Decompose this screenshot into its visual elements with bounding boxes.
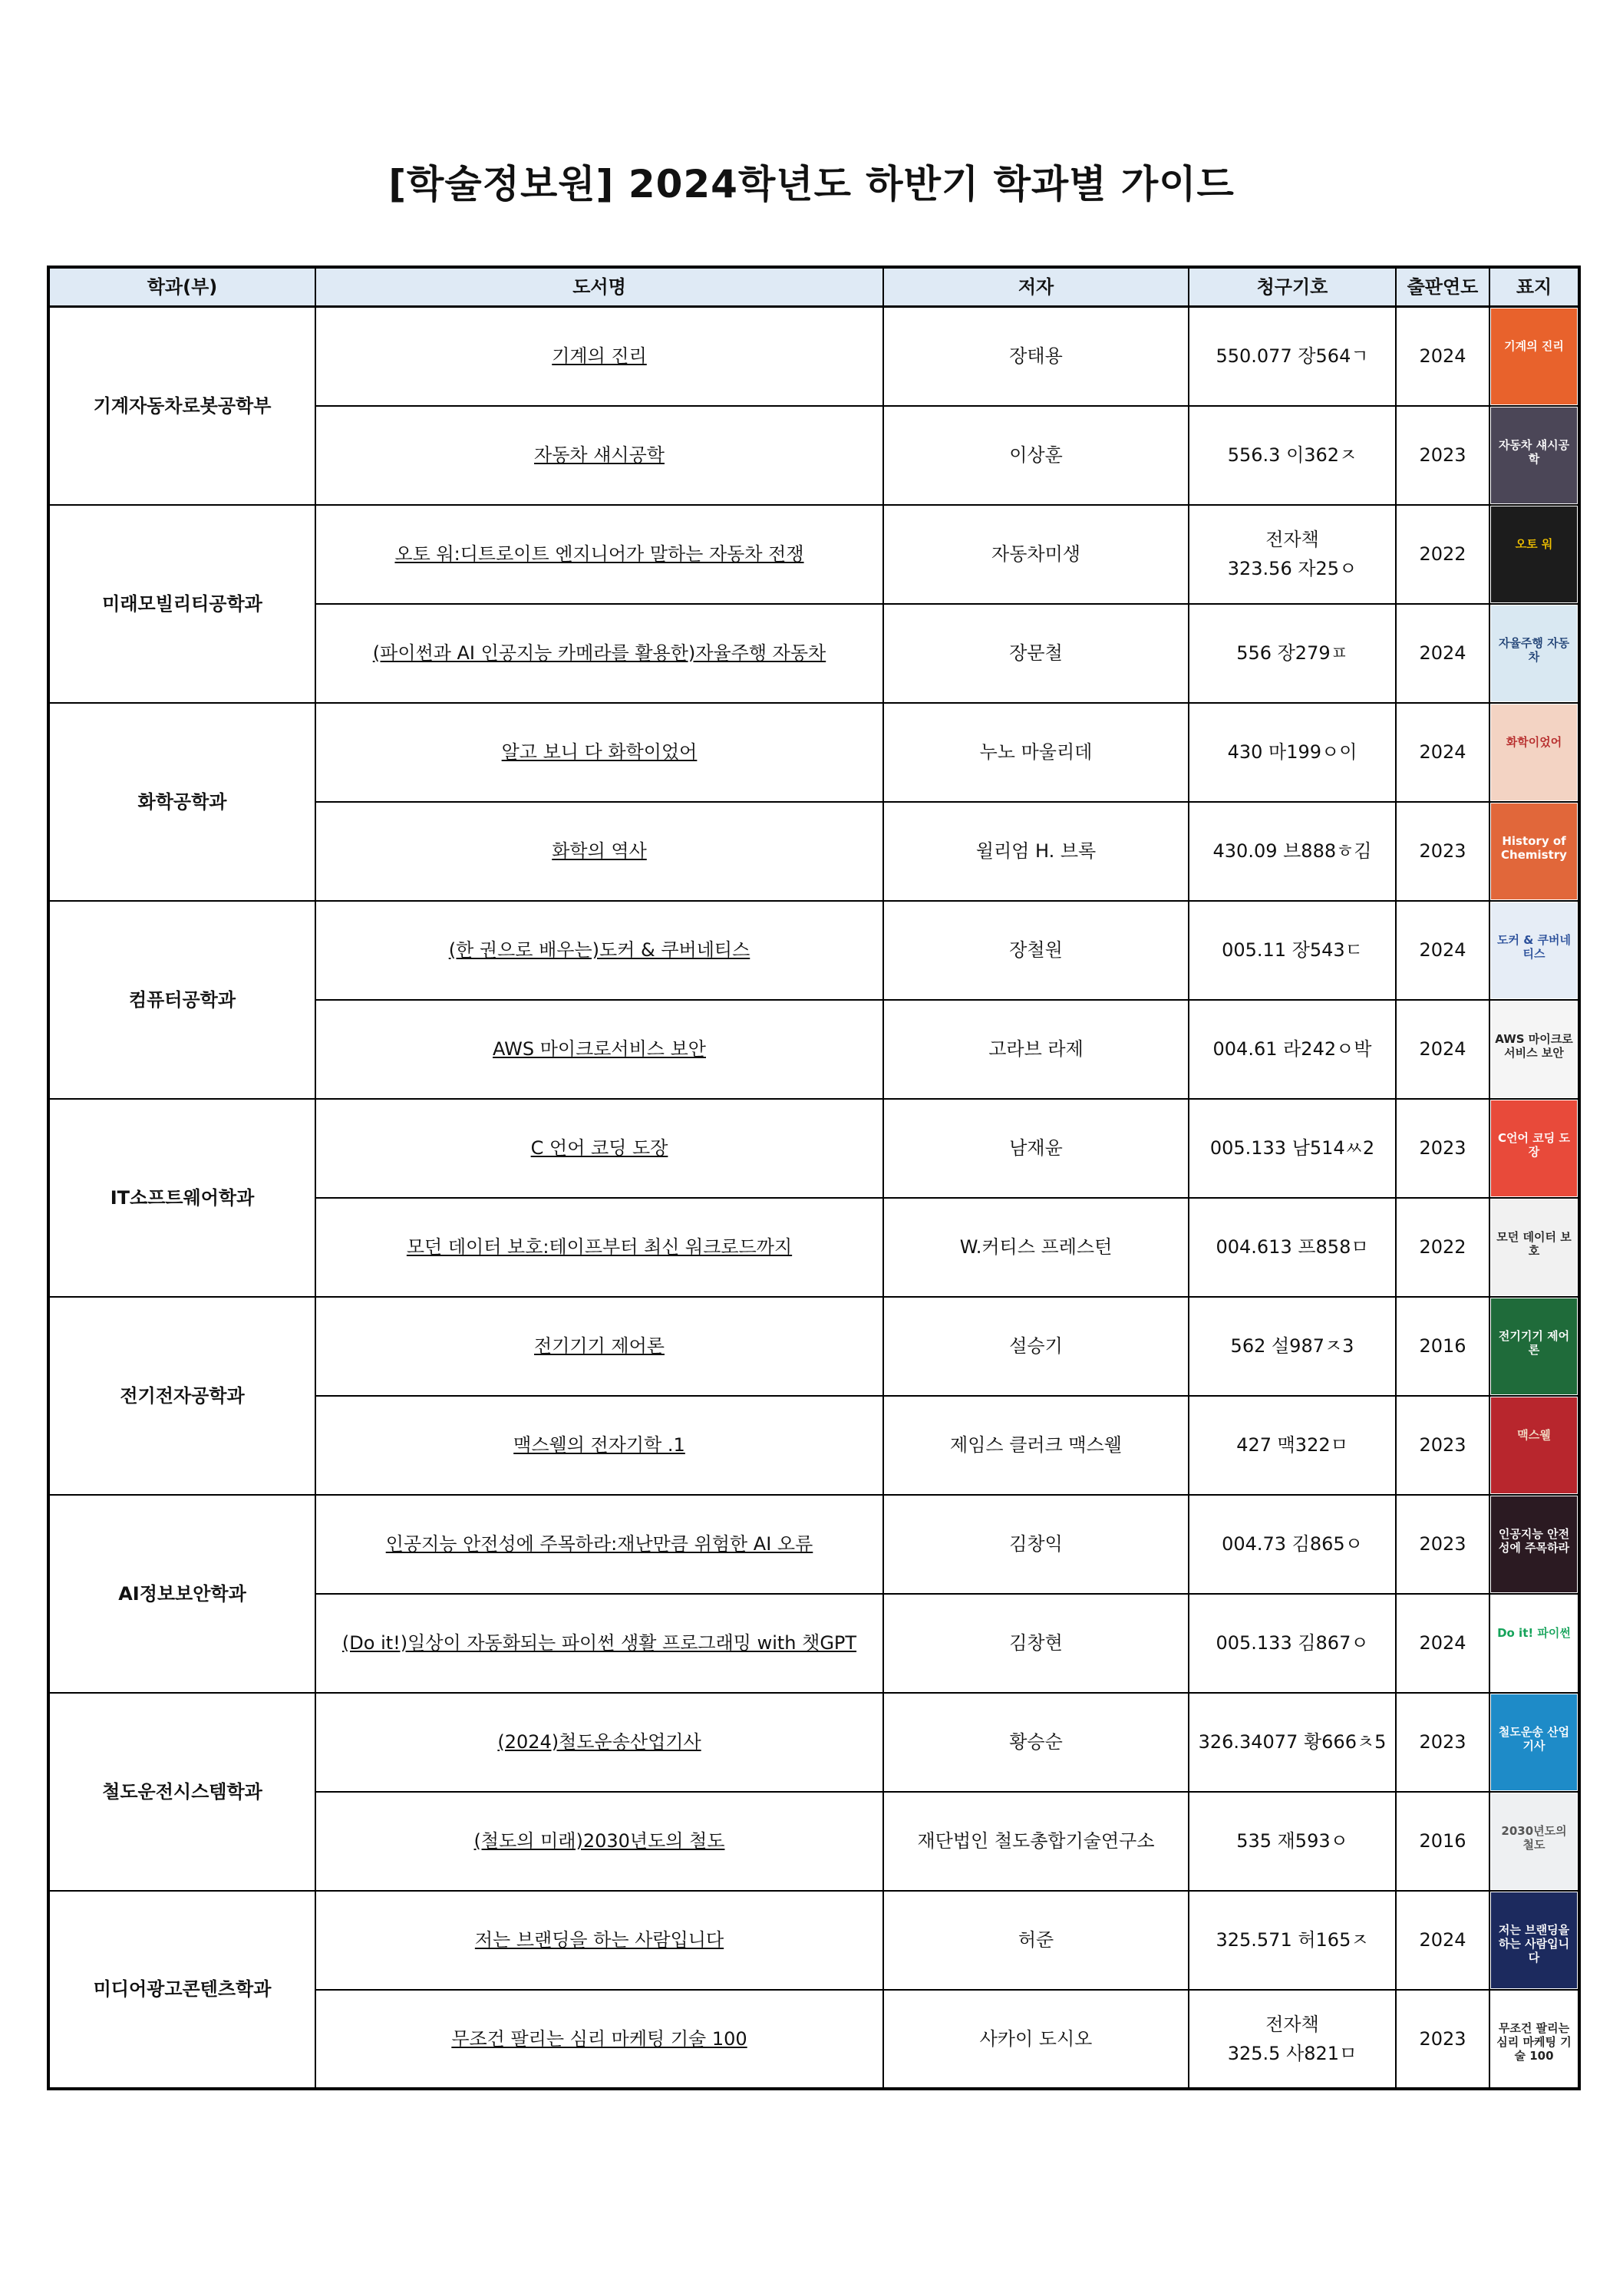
header-row [48,267,1579,307]
call-number-line: 004.613 프858ㅁ [1216,1236,1369,1258]
book-cover-title: 오토 워 [1515,536,1553,551]
call-number-line: 430 마199ㅇ이 [1227,741,1357,763]
book-title-link[interactable]: 오토 워:디트로이트 엔지니어가 말하는 자동차 전쟁 [394,543,804,565]
book-title-cell [315,1594,883,1693]
book-title-cell [315,1792,883,1891]
book-title-cell [315,802,883,901]
book-title-link[interactable]: 기계의 진리 [552,345,647,368]
book-author: 김창현 [883,1594,1189,1693]
book-cover-cell [1489,307,1579,406]
book-cover-image[interactable] [1491,407,1577,503]
book-cover-image[interactable] [1491,308,1577,404]
call-number-line: 005.133 남514ㅆ2 [1209,1137,1375,1159]
book-title-cell [315,307,883,406]
book-cover-cell [1489,1000,1579,1099]
publication-year: 2024 [1396,901,1489,1000]
book-cover-image[interactable] [1491,1298,1577,1394]
book-author: 제임스 클러크 맥스웰 [883,1396,1189,1495]
call-number-cell [1189,1594,1396,1693]
book-cover-title: 무조건 팔리는 심리 마케팅 기술 100 [1496,2021,1572,2063]
book-cover-cell [1489,1099,1579,1198]
publication-year: 2024 [1396,1891,1489,1990]
call-number-cell [1189,802,1396,901]
department-name: 전기전자공학과 [48,1297,315,1495]
call-number-line: 325.5 사821ㅁ [1227,2042,1357,2064]
book-cover-image[interactable] [1491,704,1577,800]
book-cover-cell [1489,406,1579,505]
book-title-cell [315,1693,883,1792]
publication-year: 2024 [1396,1000,1489,1099]
department-name: 철도운전시스템학과 [48,1693,315,1891]
department-name: 화학공학과 [48,703,315,901]
department-name: 기계자동차로봇공학부 [48,307,315,505]
book-title-cell [315,1198,883,1297]
call-number-cell [1189,1990,1396,2089]
department-name: 미디어광고콘텐츠학과 [48,1891,315,2089]
call-number-line: 004.73 김865ㅇ [1222,1533,1363,1555]
book-cover-image[interactable] [1491,1991,1577,2087]
book-cover-cell [1489,604,1579,703]
book-cover-cell [1489,802,1579,901]
page-title: [학술정보원] 2024학년도 하반기 학과별 가이드 [388,162,1235,206]
book-author: 고라브 라제 [883,1000,1189,1099]
book-cover-title: History of Chemistry [1501,833,1567,862]
call-number-line: 427 맥322ㅁ [1236,1434,1348,1456]
book-author: 장철원 [883,901,1189,1000]
book-cover-cell [1489,1198,1579,1297]
book-title-link[interactable]: C 언어 코딩 도장 [530,1137,668,1159]
publication-year: 2016 [1396,1297,1489,1396]
publication-year: 2022 [1396,1198,1489,1297]
call-number-cell [1189,406,1396,505]
book-title-link[interactable]: (Do it!)일상이 자동화되는 파이썬 생활 프로그래밍 with 챗GPT [341,1632,857,1654]
call-number-line: 550.077 장564ㄱ [1216,345,1369,368]
book-title-link[interactable]: (2024)철도운송산업기사 [497,1731,701,1753]
book-cover-title: 화학이었어 [1506,734,1562,749]
book-title-cell [315,1099,883,1198]
book-author: W.커티스 프레스턴 [883,1198,1189,1297]
book-cover-title: 자율주행 자동차 [1498,635,1570,664]
table-row [48,703,1579,802]
book-title-link[interactable]: 자동차 섀시공학 [534,444,665,466]
book-cover-image[interactable] [1491,1793,1577,1889]
book-title-cell [315,604,883,703]
call-number-cell [1189,1396,1396,1495]
call-number-cell [1189,307,1396,406]
department-name: 미래모빌리티공학과 [48,505,315,703]
call-number-line: 전자책 [1265,529,1319,550]
book-title-link[interactable]: 전기기기 제어론 [534,1335,665,1357]
book-cover-image[interactable] [1491,1199,1577,1295]
publication-year: 2023 [1396,1495,1489,1594]
book-cover-cell [1489,1495,1579,1594]
book-cover-title: 전기기기 제어론 [1498,1328,1570,1357]
call-number-cell [1189,1495,1396,1594]
call-number-line: 326.34077 황666ㅊ5 [1198,1731,1387,1753]
book-cover-title: C언어 코딩 도장 [1498,1130,1570,1159]
book-author: 허준 [883,1891,1189,1990]
call-number-line: 325.571 허165ㅈ [1216,1929,1369,1951]
call-number-cell [1189,1891,1396,1990]
call-number-cell [1189,604,1396,703]
book-title-link[interactable]: 알고 보니 다 화학이었어 [501,741,698,763]
book-title-link[interactable]: (파이썬과 AI 인공지능 카메라를 활용한)자율주행 자동차 [372,642,826,664]
book-cover-image[interactable] [1491,1100,1577,1196]
call-number-line: 005.11 장543ㄷ [1222,939,1363,961]
book-cover-cell [1489,901,1579,1000]
book-cover-title: 저는 브랜딩을 하는 사람입니다 [1498,1922,1570,1964]
table-row [48,307,1579,406]
call-number-cell [1189,1198,1396,1297]
book-author: 윌리엄 H. 브록 [883,802,1189,901]
table-row [48,1891,1579,1990]
table-row [48,505,1579,604]
book-cover-image[interactable] [1491,803,1577,899]
book-title-link[interactable]: 인공지능 안전성에 주목하라:재난만큼 위험한 AI 오류 [385,1533,813,1555]
call-number-cell [1189,1099,1396,1198]
book-cover-image[interactable] [1491,1397,1577,1493]
book-author: 누노 마울리데 [883,703,1189,802]
book-cover-image[interactable] [1491,902,1577,998]
call-number-line: 535 재593ㅇ [1236,1830,1348,1852]
publication-year: 2023 [1396,1099,1489,1198]
book-cover-cell [1489,505,1579,604]
header-call-number: 청구기호 [1189,267,1396,307]
book-title-cell [315,1990,883,2089]
book-title-link[interactable]: (철도의 미래)2030년도의 철도 [473,1830,725,1852]
book-cover-title: 도커 & 쿠버네티스 [1497,932,1571,961]
publication-year: 2023 [1396,802,1489,901]
book-title-cell [315,1495,883,1594]
publication-year: 2024 [1396,703,1489,802]
book-title-link[interactable]: AWS 마이크로서비스 보안 [493,1038,706,1060]
department-name: AI정보보안학과 [48,1495,315,1693]
publication-year: 2023 [1396,406,1489,505]
book-cover-image[interactable] [1491,1694,1577,1790]
book-cover-image[interactable] [1491,1892,1577,1988]
call-number-line: 430.09 브888ㅎ김 [1212,840,1372,862]
book-cover-title: Do it! 파이썬 [1497,1625,1571,1640]
book-author: 이상훈 [883,406,1189,505]
header-year: 출판연도 [1396,267,1489,307]
book-cover-title: 2030년도의 철도 [1501,1823,1567,1852]
department-name: IT소프트웨어학과 [48,1099,315,1297]
book-title-link[interactable]: 모던 데이터 보호:테이프부터 최신 워크로드까지 [406,1236,793,1258]
publication-year: 2023 [1396,1396,1489,1495]
publication-year: 2022 [1396,505,1489,604]
book-cover-cell [1489,1396,1579,1495]
book-title-cell [315,703,883,802]
book-title-link[interactable]: 화학의 역사 [552,840,647,862]
publication-year: 2023 [1396,1693,1489,1792]
call-number-cell [1189,703,1396,802]
book-cover-title: 자동차 섀시공학 [1498,437,1570,466]
book-cover-image[interactable] [1491,1001,1577,1097]
book-cover-image[interactable] [1491,1595,1577,1691]
book-title-cell [315,1891,883,1990]
table-row [48,1099,1579,1198]
book-title-link[interactable]: (한 권으로 배우는)도커 & 쿠버네티스 [448,939,750,961]
book-title-link[interactable]: 맥스웰의 전자기학 .1 [513,1434,685,1456]
call-number-line: 562 설987ㅈ3 [1230,1335,1354,1357]
book-author: 설승기 [883,1297,1189,1396]
book-cover-cell [1489,1297,1579,1396]
book-cover-cell [1489,1693,1579,1792]
book-title-cell [315,406,883,505]
call-number-line: 323.56 자25ㅇ [1227,558,1357,579]
call-number-line: 005.133 김867ㅇ [1216,1632,1369,1654]
publication-year: 2024 [1396,604,1489,703]
publication-year: 2023 [1396,1990,1489,2089]
book-title-cell [315,1000,883,1099]
publication-year: 2024 [1396,1594,1489,1693]
book-title-cell [315,1297,883,1396]
guide-body [48,307,1579,2089]
header-dept: 학과(부) [48,267,315,307]
book-cover-title: 맥스웰 [1517,1427,1551,1442]
book-author: 김창익 [883,1495,1189,1594]
call-number-cell [1189,1297,1396,1396]
book-cover-title: 모던 데이터 보호 [1496,1229,1572,1258]
book-cover-cell [1489,1594,1579,1693]
book-title-cell [315,901,883,1000]
call-number-cell [1189,1693,1396,1792]
call-number-line: 전자책 [1265,2013,1319,2035]
book-cover-title: 철도운송 산업기사 [1498,1724,1570,1753]
book-cover-cell [1489,1891,1579,1990]
book-title-cell [315,1396,883,1495]
book-cover-cell [1489,703,1579,802]
book-author: 자동차미생 [883,505,1189,604]
book-cover-image[interactable] [1491,605,1577,701]
book-title-link[interactable]: 저는 브랜딩을 하는 사람입니다 [474,1929,724,1951]
department-name: 컴퓨터공학과 [48,901,315,1099]
book-author: 사카이 도시오 [883,1990,1189,2089]
table-row [48,1693,1579,1792]
book-author: 남재윤 [883,1099,1189,1198]
book-cover-cell [1489,1792,1579,1891]
book-title-cell [315,505,883,604]
call-number-cell [1189,505,1396,604]
book-author: 황승순 [883,1693,1189,1792]
book-cover-cell [1489,1990,1579,2089]
call-number-line: 556.3 이362ㅈ [1227,444,1357,466]
header-author: 저자 [883,267,1189,307]
book-title-link[interactable]: 무조건 팔리는 심리 마케팅 기술 100 [451,2027,747,2050]
book-author: 장태용 [883,307,1189,406]
book-cover-image[interactable] [1491,506,1577,602]
publication-year: 2024 [1396,307,1489,406]
book-author: 장문철 [883,604,1189,703]
header-cover: 표지 [1489,267,1579,307]
table-row [48,1495,1579,1594]
call-number-cell [1189,1792,1396,1891]
book-cover-title: 인공지능 안전성에 주목하라 [1498,1526,1570,1555]
book-cover-title: 기계의 진리 [1504,338,1564,353]
table-row [48,1297,1579,1396]
book-cover-image[interactable] [1491,1496,1577,1592]
book-cover-title: AWS 마이크로서비스 보안 [1495,1031,1573,1060]
call-number-cell [1189,1000,1396,1099]
publication-year: 2016 [1396,1792,1489,1891]
guide-table [47,266,1581,2090]
call-number-cell [1189,901,1396,1000]
table-row [48,901,1579,1000]
call-number-line: 004.61 라242ㅇ박 [1212,1038,1372,1060]
book-author: 재단법인 철도총합기술연구소 [883,1792,1189,1891]
header-book: 도서명 [315,267,883,307]
call-number-line: 556 장279ㅍ [1236,642,1348,664]
